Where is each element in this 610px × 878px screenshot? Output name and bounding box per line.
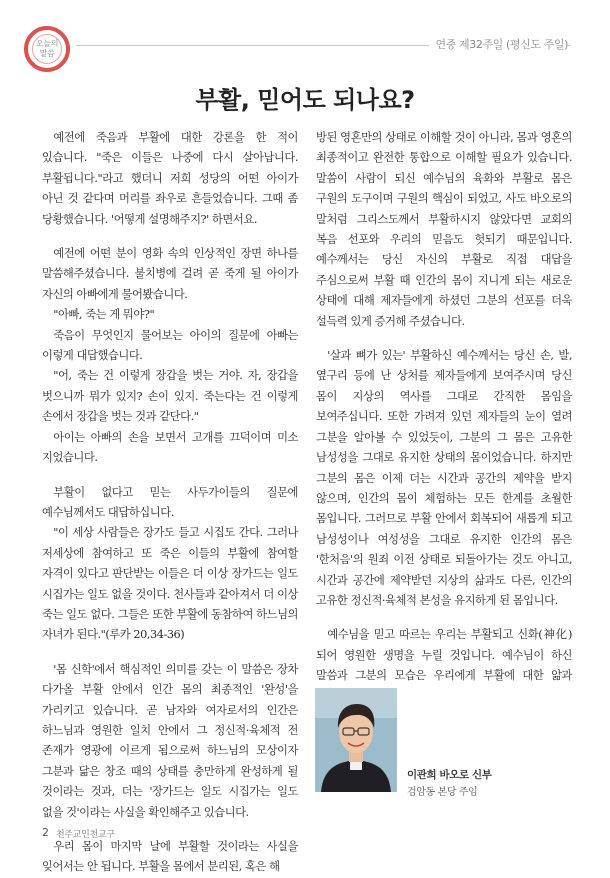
author-role: 검암동 본당 주임 xyxy=(407,787,478,798)
liturgical-season: 연중 제32주일 (평신도 주일) xyxy=(429,36,568,52)
paragraph: 예수님을 믿고 따르는 우리는 부활되고 신화(神化)되어 영원한 생명을 누릴 것입니다. 예수님이 하신 말씀과 그분의 모습은 우리에게 부활에 대한 앎과 xyxy=(316,628,572,683)
page-number: 2 xyxy=(42,826,49,839)
right-column xyxy=(316,128,572,707)
paragraph: '몸 신학'에서 핵심적인 의미를 갖는 이 말씀은 장차 다가올 부활 안에서 인간 몸의 최종적인 '완성'을 가리키고 있습니다. 곧 남자와 여자로서의 인간은 하느님과 영원한 일치 안에서 그 정신적·육체적 전 존재가 영광에 이르게 됨으로써 하느님의 모상이자 그분과 닮은 창조 때의 상태를 충만하게 완성하게 될 것이라는 것과, 더는 '장가드는 일도 시집가는 일도 없을 것'이라는 사실을 확인해주고 있습니다. xyxy=(42,662,298,819)
paragraph: 방된 영혼만의 상태로 이해할 것이 아니라, 몸과 영혼의 최종적이고 완전한 통합으로 이해할 필요가 있습니다. 말씀이 사람이 되신 예수님의 육화와 부활로 몸은 구원의 도구이며 구원의 핵심이 되었고, 사도 바오로의 말처럼 그리스도께서 부활하시지 않았다면 교회의 복음 선포와 우리의 믿음도 헛되기 때문입니다. 예수께서는 당신 자신의 부활로 직접 대답을 주심으로써 부활 때 인간의 몸이 지니게 되는 새로운 상태에 대해 제자들에게 하셨던 그분의 선포를 더욱 설득력 있게 증거해 주셨습니다. xyxy=(316,131,572,328)
paragraph: '살과 뼈가 있는' 부활하신 예수께서는 당신 손, 발, 옆구리 등에 난 상처를 제자들에게 보여주시며 당신 몸이 지상의 역사를 그대로 간직한 몸임을 보여주십니다. 또한 가려져 있던 제자들의 눈이 열려 그분을 알아볼 수 있었듯이, 그분의 그 몸은 고유한 남성성을 그대로 유지한 상태의 몸이었습니다. 하지만 그분의 몸은 이제 더는 시간과 공간의 제약을 받지 않으며, 인간의 몸이 체험하는 모든 한계를 초월한 몸입니다. 그러므로 부활 안에서 회복되어 새롭게 되고 남성성이나 여성성을 그대로 유지한 인간의 몸은 '한처음'의 원죄 이전 상태로 되돌아가는 것도 아니고, 시간과 공간에 제약받던 지상의 삶과도 다른, 인간의 고유한 정신적·육체적 본성을 유지하게 된 몸입니다. xyxy=(316,349,572,607)
publisher-name: 천주교인천교구 xyxy=(56,830,115,840)
paragraph: 예전에 죽음과 부활에 대한 강론을 한 적이 있습니다. "죽은 이들은 나중에 다시 살아납니다. 부활됩니다."라고 했더니 저희 성당의 어떤 아이가 아닌 것 같다며 머리를 좌우로 흔들었습니다. 그때 좀 당황했습니다. '어떻게 설명해주지?' 하면서요. xyxy=(42,131,298,226)
paragraph: 부활이 없다고 믿는 사두가이들의 질문에 예수님께서도 대답하십니다. xyxy=(42,485,298,519)
section-badge xyxy=(24,26,70,72)
left-column xyxy=(42,128,298,878)
paragraph: "아빠, 죽는 게 뭐야?" xyxy=(53,308,155,322)
paragraph: 아이는 아빠의 손을 보면서 고개를 끄덕이며 미소 지었습니다. xyxy=(42,430,298,465)
article-title: 부활, 믿어도 되나요? xyxy=(195,86,415,114)
paragraph: "어, 죽는 건 이렇게 장갑을 벗는 거야. 자, 장갑을 벗으니까 뭐가 있지? 손이 있지. 죽는다는 건 이렇게 손에서 장갑을 벗는 것과 같단다." xyxy=(42,369,298,424)
paragraph: "이 세상 사람들은 장가도 들고 시집도 간다. 그러나 저세상에 참여하고 또 죽은 이들의 부활에 참여할 자격이 있다고 판단받는 이들은 더 이상 장가드는 일도 시집가는 일도 없을 것이다. 천사들과 같아져서 더 이상 죽는 일도 없다. 그들은 또한 부활에 동참하여 하느님의 자녀가 된다."(루카 20,34-36) xyxy=(42,526,298,642)
author-photo xyxy=(315,688,397,792)
badge-label-line2: 말씀 xyxy=(39,49,55,58)
author-name: 이관희 바오로 신부 xyxy=(407,769,492,781)
badge-label-line1: 오늘의 xyxy=(35,39,59,48)
paragraph: 예전에 어떤 분이 영화 속의 인상적인 장면 하나를 말씀해주셨습니다. 불치병에 걸려 곧 죽게 될 아이가 자신의 아빠에게 물어봤습니다. xyxy=(42,247,298,301)
paragraph: 우리 몸이 마지막 날에 부활할 것이라는 사실을 잊어서는 안 됩니다. 부활을 몸에서 분리된, 혹은 해 xyxy=(42,840,298,874)
paragraph: 죽음이 무엇인지 물어보는 아이의 질문에 아빠는 이렇게 대답했습니다. xyxy=(42,328,298,363)
